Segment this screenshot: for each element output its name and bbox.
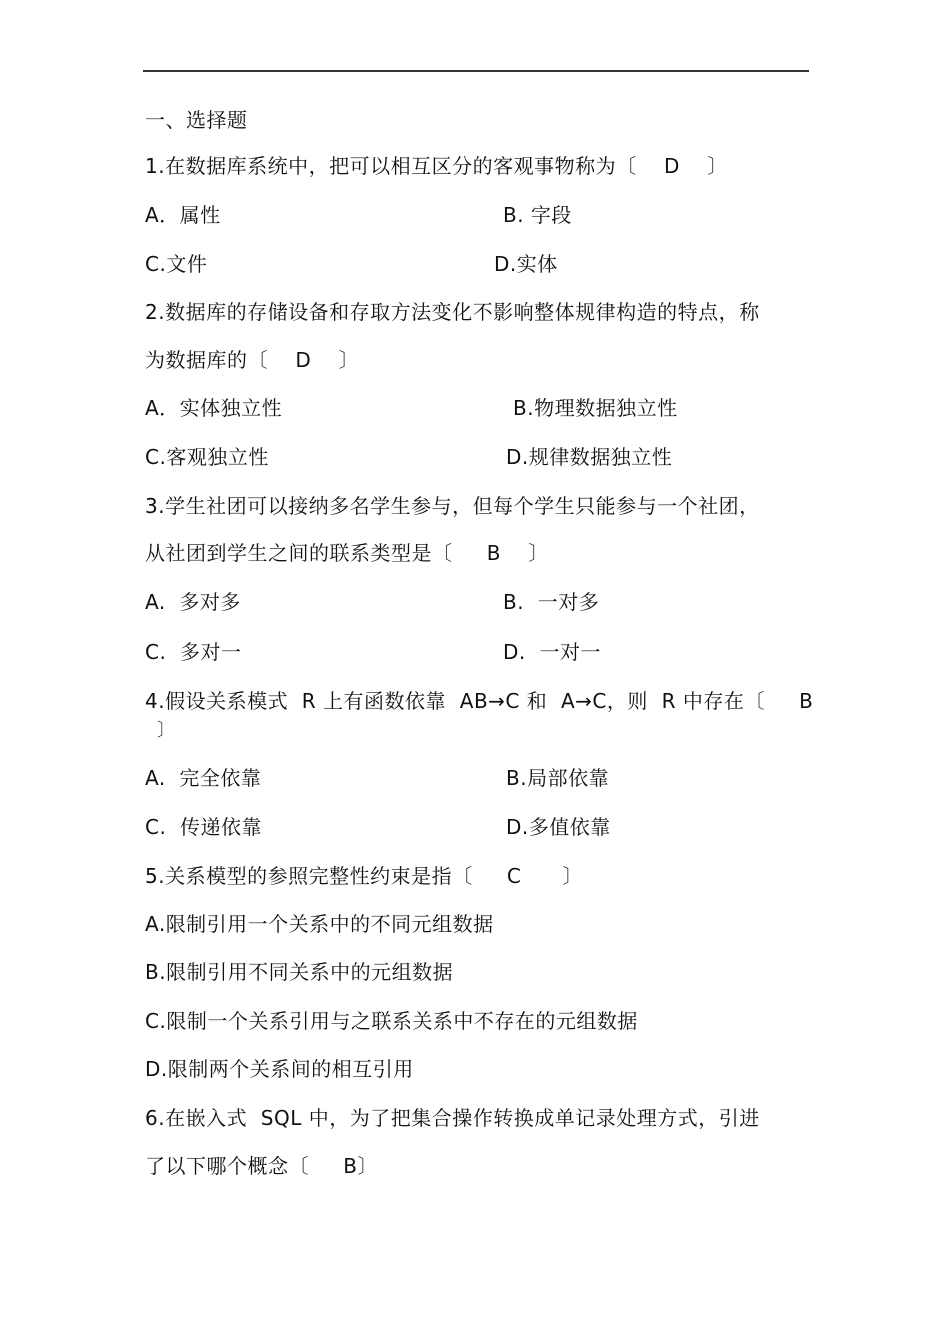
section-title: 一、选择题	[145, 108, 248, 132]
header-rule	[143, 70, 809, 72]
q1-option-c: C.文件	[145, 252, 208, 276]
q2-option-c: C.客观独立性	[145, 445, 269, 469]
question-5-stem: 5.关系模型的参照完整性约束是指〔 C 〕	[145, 864, 583, 888]
question-3-stem-line1: 3.学生社团可以接纳多名学生参与，但每个学生只能参与一个社团，	[145, 494, 760, 518]
q4-option-d: D.多值依靠	[506, 815, 611, 839]
q2-option-a: A．实体独立性	[145, 396, 283, 420]
q5-option-a: A.限制引用一个关系中的不同元组数据	[145, 912, 494, 936]
q5-option-d: D.限制两个关系间的相互引用	[145, 1057, 414, 1081]
q3-option-c: C. 多对一	[145, 640, 242, 664]
q4-option-b: B.局部依靠	[506, 766, 610, 790]
question-6-stem-line1: 6.在嵌入式 SQL 中，为了把集合操作转换成单记录处理方式，引进	[145, 1106, 760, 1130]
q3-option-d: D. 一对一	[503, 640, 601, 664]
question-3-stem-line2: 从社团到学生之间的联系类型是〔 B 〕	[145, 541, 549, 565]
q1-option-d: D.实体	[494, 252, 558, 276]
q3-option-a: A. 多对多	[145, 590, 241, 614]
question-2-stem-line2: 为数据库的〔 D 〕	[145, 348, 360, 372]
q5-option-c: C.限制一个关系引用与之联系关系中不存在的元组数据	[145, 1009, 638, 1033]
question-4-stem-line2: 〕	[157, 720, 176, 741]
q1-option-a: A．属性	[145, 203, 221, 227]
q1-option-b: B. 字段	[503, 203, 572, 227]
q3-option-b: B. 一对多	[503, 590, 600, 614]
q2-option-b: B.物理数据独立性	[513, 396, 678, 420]
question-6-stem-line2: 了以下哪个概念〔 B〕	[145, 1154, 379, 1178]
question-4-stem-line1: 4.假设关系模式 R 上有函数依靠 AB→C 和 A→C，则 R 中存在〔 B	[145, 689, 814, 713]
question-1-stem: 1.在数据库系统中，把可以相互区分的客观事物称为〔 D 〕	[145, 154, 728, 178]
q4-option-a: A. 完全依靠	[145, 766, 262, 790]
q4-option-c: C. 传递依靠	[145, 815, 263, 839]
q5-option-b: B.限制引用不同关系中的元组数据	[145, 960, 454, 984]
question-2-stem-line1: 2.数据库的存储设备和存取方法变化不影响整体规律构造的特点，称	[145, 300, 760, 324]
q2-option-d: D.规律数据独立性	[506, 445, 673, 469]
